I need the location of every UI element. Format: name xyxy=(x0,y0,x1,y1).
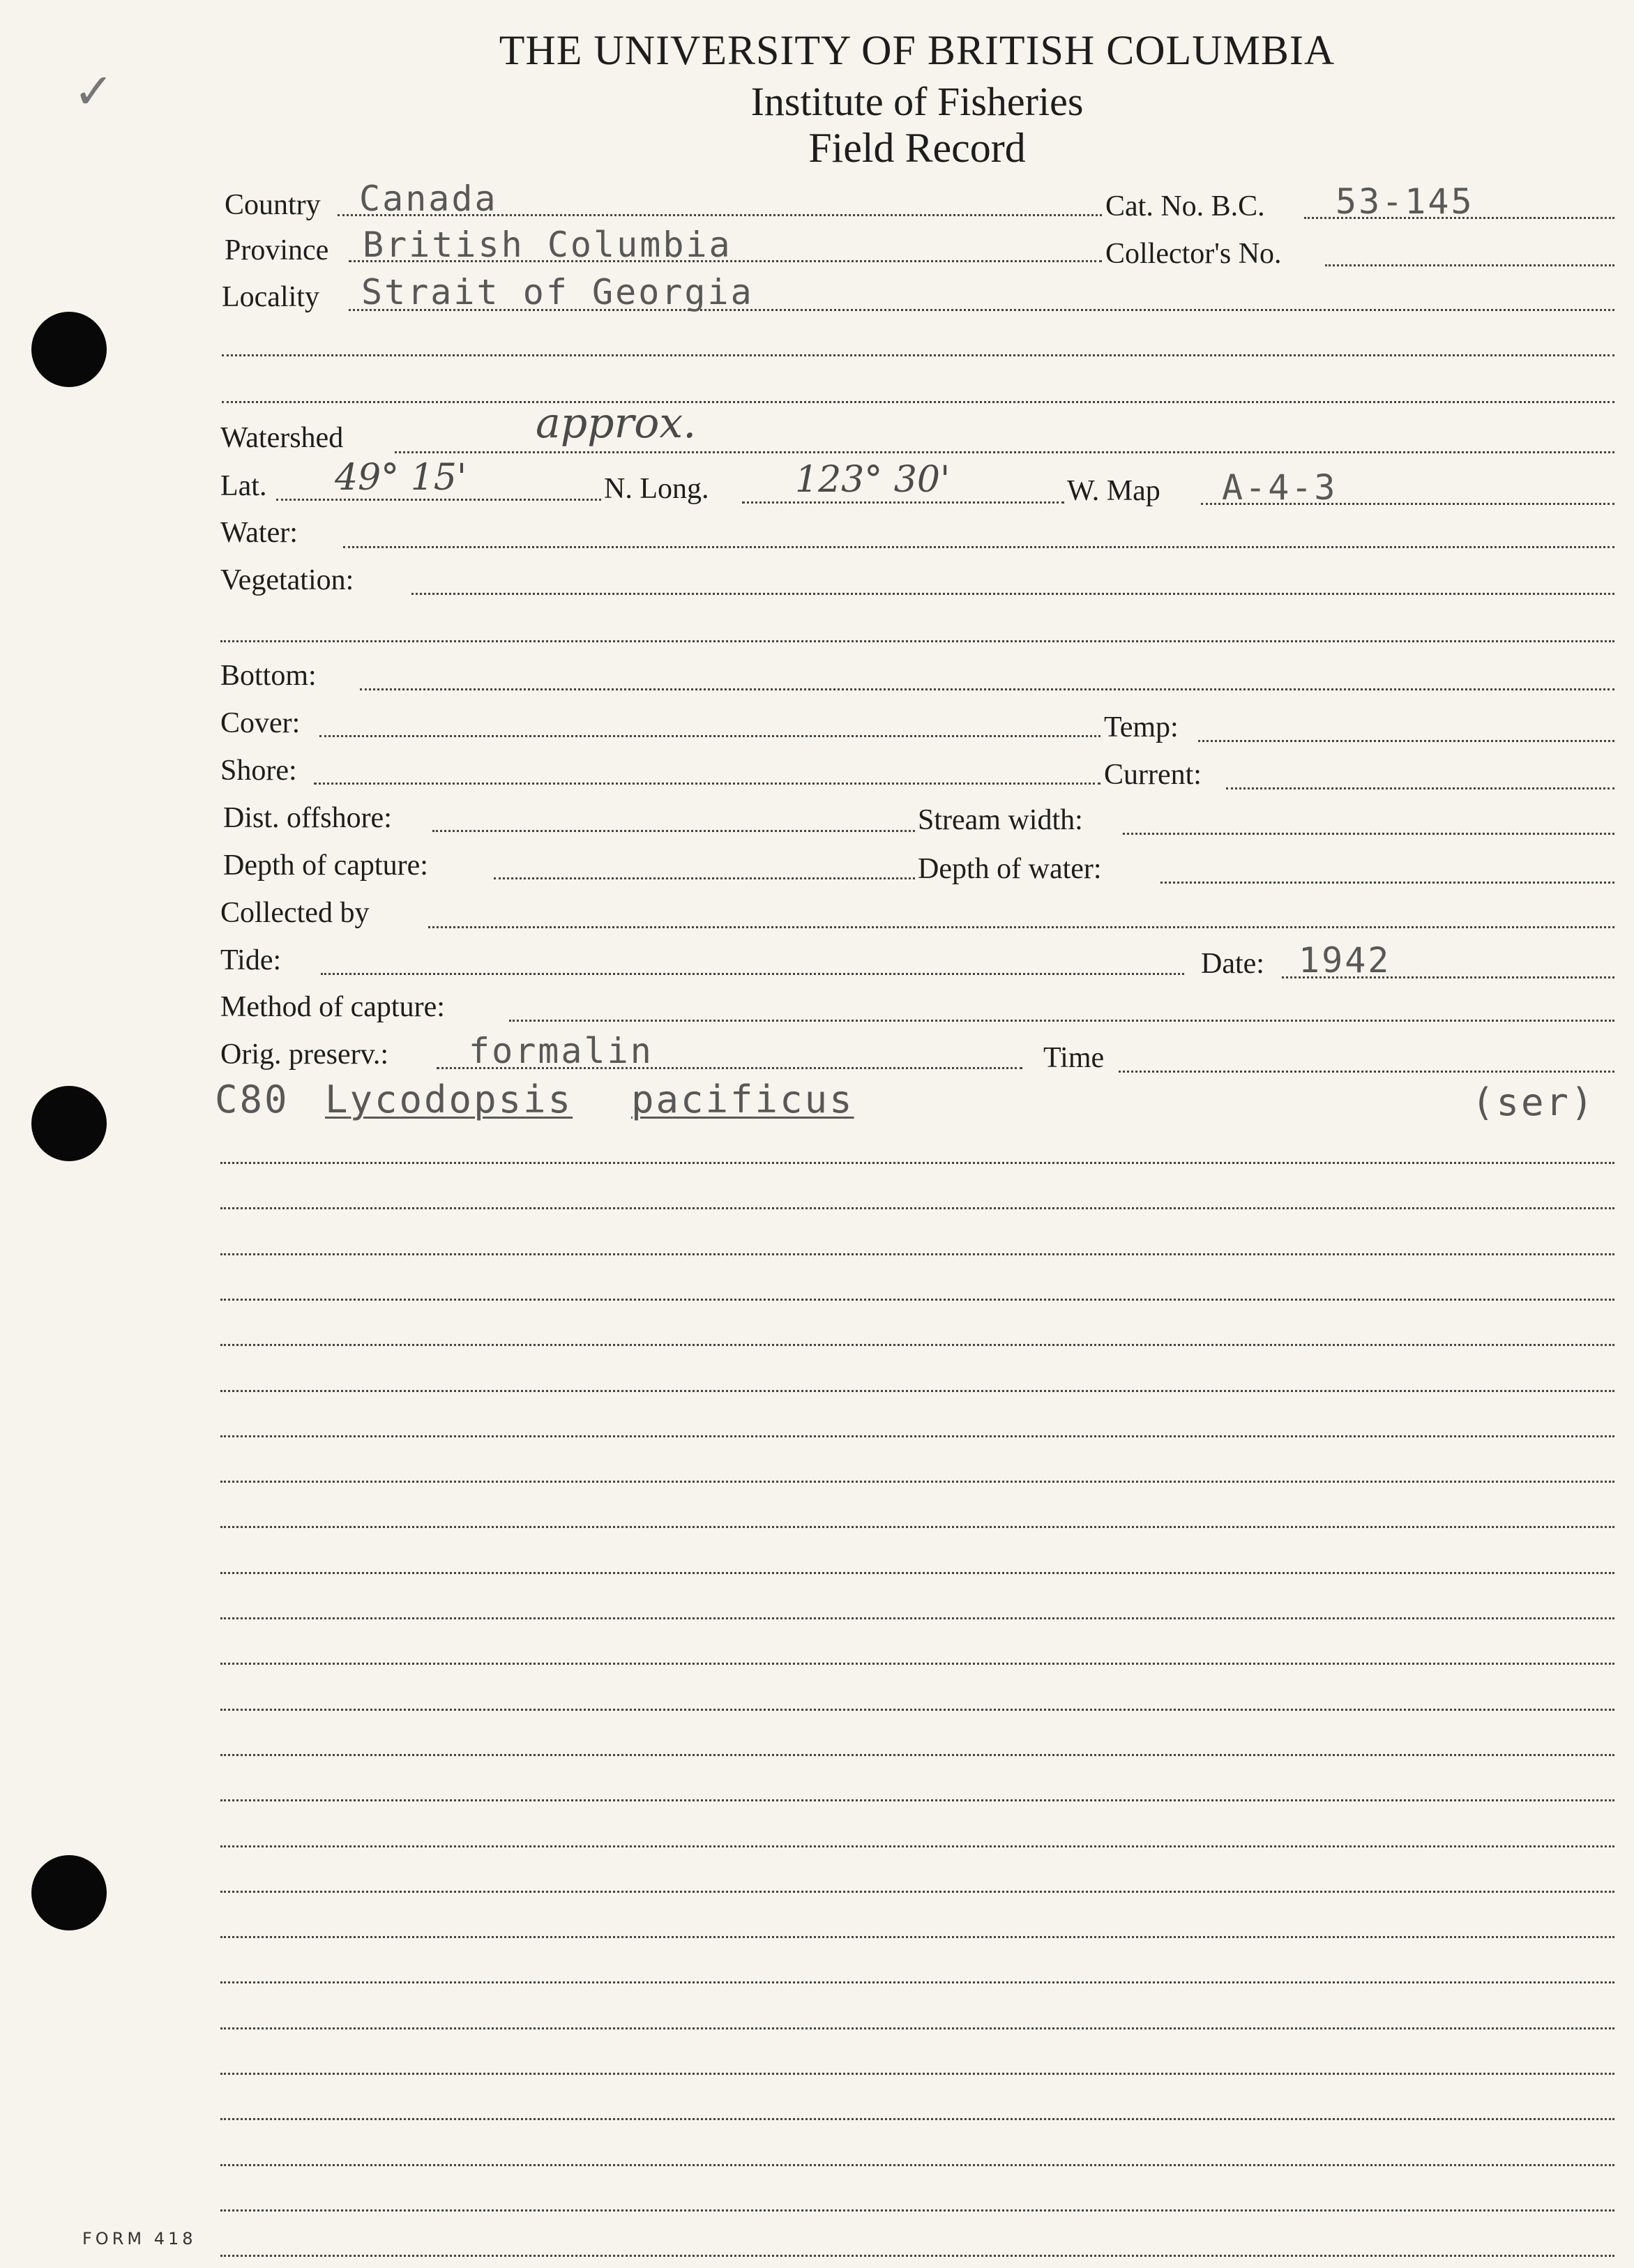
stream-width-label: Stream width: xyxy=(918,804,1083,836)
form-title: Field Record xyxy=(808,125,1026,171)
department-title: Institute of Fisheries xyxy=(750,79,1084,124)
long-value: 123° 30' xyxy=(795,459,951,501)
orig-preserv-label: Orig. preserv.: xyxy=(220,1038,389,1071)
lat-value: 49° 15' xyxy=(335,457,467,499)
collectors-no-label: Collector's No. xyxy=(1105,238,1282,270)
water-label: Water: xyxy=(220,517,298,549)
stream-width-line xyxy=(1123,833,1614,835)
temp-line xyxy=(1198,740,1614,742)
blank-line-2 xyxy=(222,401,1614,403)
ruled-line xyxy=(220,1481,1614,1483)
shore-label: Shore: xyxy=(220,755,297,787)
time-label: Time xyxy=(1043,1042,1105,1074)
tide-line xyxy=(321,973,1184,975)
punch-hole-bottom xyxy=(31,1855,107,1930)
ruled-line xyxy=(220,1390,1614,1392)
ruled-line xyxy=(220,2209,1614,2212)
bottom-line xyxy=(360,688,1614,690)
ruled-line xyxy=(220,2164,1614,2166)
ruled-line xyxy=(220,1435,1614,1437)
collected-by-label: Collected by xyxy=(220,897,370,929)
ruled-line xyxy=(220,1891,1614,1893)
blank-line-3 xyxy=(220,640,1614,642)
vegetation-label: Vegetation: xyxy=(220,564,354,596)
bottom-label: Bottom: xyxy=(220,660,317,692)
ruled-line xyxy=(220,2073,1614,2075)
ruled-line xyxy=(220,1981,1614,1983)
ruled-line xyxy=(220,1845,1614,1847)
water-line xyxy=(343,546,1614,548)
lat-line xyxy=(276,499,601,501)
province-label: Province xyxy=(225,234,329,266)
ruled-line xyxy=(220,1526,1614,1528)
collectors-no-line xyxy=(1325,264,1614,266)
punch-hole-top xyxy=(31,312,107,387)
orig-preserv-value: formalin xyxy=(469,1031,653,1071)
institution-title: THE UNIVERSITY OF BRITISH COLUMBIA xyxy=(499,27,1336,73)
method-line xyxy=(509,1020,1614,1022)
cat-no-label: Cat. No. B.C. xyxy=(1105,190,1265,222)
ruled-line xyxy=(220,1754,1614,1756)
form-number: FORM 418 xyxy=(82,2229,197,2248)
depth-water-label: Depth of water: xyxy=(918,853,1102,885)
n-long-label: N. Long. xyxy=(604,473,709,505)
ruled-line xyxy=(220,1253,1614,1255)
cat-no-value: 53-145 xyxy=(1336,181,1474,222)
dist-offshore-line xyxy=(432,830,915,832)
ruled-line xyxy=(220,1572,1614,1574)
check-mark: ✓ xyxy=(73,63,114,120)
ruled-line xyxy=(220,1936,1614,1938)
country-value: Canada xyxy=(359,179,498,219)
specimen-genus: Lycodopsis xyxy=(325,1078,573,1121)
ruled-line xyxy=(220,1162,1614,1164)
ruled-line xyxy=(220,2118,1614,2120)
depth-capture-line xyxy=(494,877,915,879)
country-label: Country xyxy=(225,189,321,221)
long-line xyxy=(742,501,1064,504)
ruled-line xyxy=(220,1344,1614,1346)
ruled-line xyxy=(220,1709,1614,1711)
lat-label: Lat. xyxy=(220,470,267,502)
temp-label: Temp: xyxy=(1104,711,1179,743)
ruled-line xyxy=(220,2255,1614,2257)
depth-capture-label: Depth of capture: xyxy=(223,849,428,882)
tide-label: Tide: xyxy=(220,944,282,976)
current-label: Current: xyxy=(1104,759,1202,791)
depth-water-line xyxy=(1160,882,1614,884)
specimen-code: C80 xyxy=(215,1078,289,1121)
blank-line-1 xyxy=(222,354,1614,356)
ruled-line xyxy=(220,1799,1614,1801)
cover-label: Cover: xyxy=(220,707,301,739)
time-line xyxy=(1119,1071,1614,1073)
shore-line xyxy=(314,783,1100,785)
collected-by-line xyxy=(428,926,1614,928)
cover-line xyxy=(319,735,1100,737)
watershed-line xyxy=(395,451,1614,453)
locality-value: Strait of Georgia xyxy=(361,272,754,312)
ruled-line xyxy=(220,2027,1614,2029)
ruled-line xyxy=(220,1663,1614,1665)
dist-offshore-label: Dist. offshore: xyxy=(223,802,392,834)
province-value: British Columbia xyxy=(363,225,732,265)
ruled-line xyxy=(220,1207,1614,1209)
date-value: 1942 xyxy=(1299,940,1391,981)
map-value: A-4-3 xyxy=(1222,467,1338,508)
locality-label: Locality xyxy=(222,281,319,313)
date-label: Date: xyxy=(1201,948,1264,980)
watershed-note: approx. xyxy=(536,399,697,448)
method-label: Method of capture: xyxy=(220,991,445,1023)
ruled-line xyxy=(220,1617,1614,1619)
current-line xyxy=(1226,787,1614,789)
w-map-label: W. Map xyxy=(1067,475,1160,507)
watershed-label: Watershed xyxy=(220,422,344,454)
specimen-note: (ser) xyxy=(1472,1080,1596,1124)
punch-hole-middle xyxy=(31,1086,107,1161)
ruled-line xyxy=(220,1299,1614,1301)
specimen-species: pacificus xyxy=(631,1078,854,1121)
vegetation-line xyxy=(411,593,1614,595)
